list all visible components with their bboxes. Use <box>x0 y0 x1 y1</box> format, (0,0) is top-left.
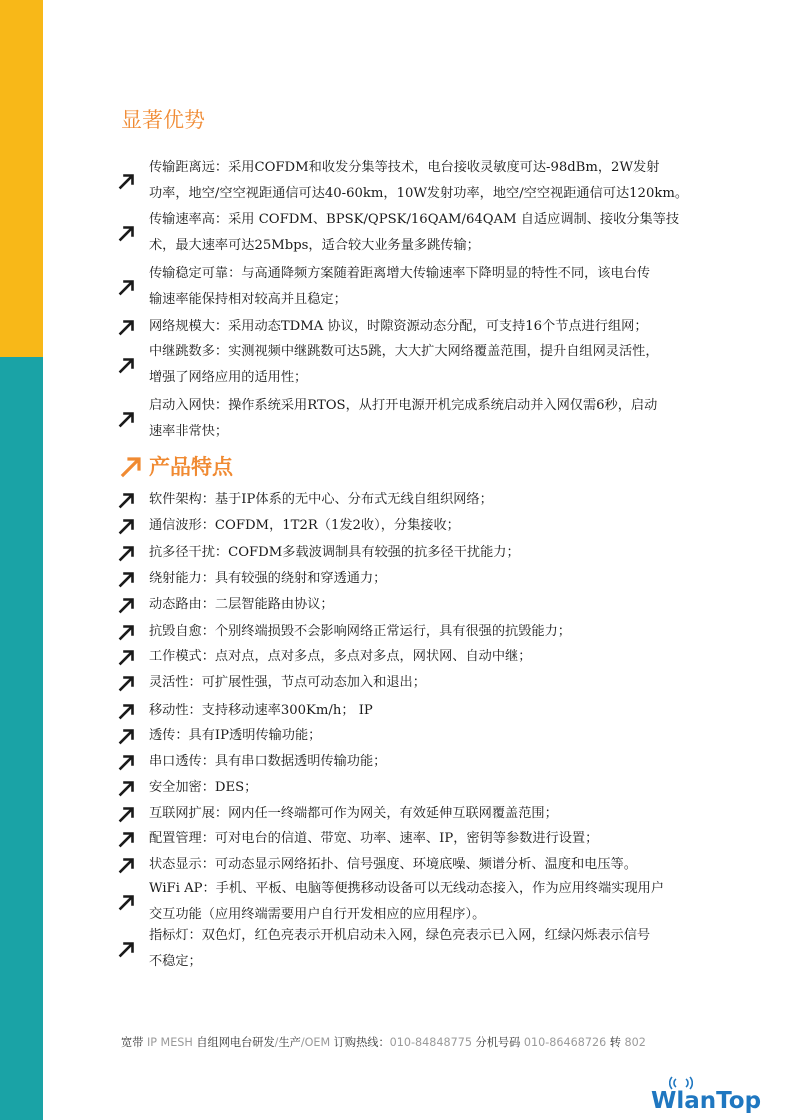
footer-text-part: 宽带 <box>121 1036 147 1049</box>
bullet-arrow-icon <box>118 830 136 848</box>
list-item-text-line: 中继跳数多：实测视频中继跳数可达5跳，大大扩大网络覆盖范围，提升自组网灵活性， <box>149 344 659 359</box>
logo-text: WlanTop <box>651 1088 762 1114</box>
feature-list-item <box>118 876 693 928</box>
list-item-text-line: 透传：具有IP透明传输功能； <box>149 728 322 743</box>
list-item-text-line: 交互功能（应用终端需要用户自行开发相应的应用程序）。 <box>149 907 486 922</box>
bullet-arrow-icon <box>118 172 136 190</box>
list-item-text-line: 速率非常快； <box>149 424 229 439</box>
list-item-text-line: 绕射能力：具有较强的绕射和穿透通力； <box>149 571 387 586</box>
list-item-text-line: 指标灯：双色灯，红色亮表示开机启动未入网，绿色亮表示已入网，红绿闪烁表示信号 <box>149 928 651 943</box>
list-item-text-line: 串口透传：具有串口数据透明传输功能； <box>149 754 387 769</box>
list-item-text-line: 移动性：支持移动速率300Km/h； IP <box>149 703 373 718</box>
bullet-arrow-icon <box>118 893 136 911</box>
section-arrow-icon <box>119 454 143 478</box>
footer-text-part: IP MESH <box>146 1036 197 1049</box>
section-title-features-text: 产品特点 <box>149 454 233 479</box>
footer-text-part: 生产 <box>278 1036 301 1049</box>
list-item-text-line: 安全加密：DES； <box>149 780 258 795</box>
footer-text-part: 802 <box>624 1036 646 1049</box>
list-item-text-line: 灵活性：可扩展性强，节点可动态加入和退出； <box>149 675 426 690</box>
left-accent-bar-teal <box>0 357 43 1120</box>
bullet-arrow-icon <box>118 410 136 428</box>
feature-list-item <box>118 723 693 749</box>
list-item-text-line: 互联网扩展：网内任一终端都可作为网关，有效延伸互联网覆盖范围； <box>149 806 558 821</box>
advantage-list-item <box>118 314 693 340</box>
advantage-list-item <box>118 207 693 259</box>
feature-list-item <box>118 801 693 827</box>
wlantop-logo <box>651 1076 762 1118</box>
list-item-text-line: 功率，地空/空空视距通信可达40-60km，10W发射功率，地空/空空视距通信可达120km。 <box>149 186 689 201</box>
advantage-list-item <box>118 393 693 445</box>
bullet-arrow-icon <box>118 356 136 374</box>
bullet-arrow-icon <box>118 544 136 562</box>
footer-text-part: / <box>274 1036 279 1049</box>
list-item-text-line: 通信波形：COFDM，1T2R（1发2收），分集接收； <box>149 518 460 533</box>
advantage-list-item <box>118 261 693 313</box>
footer-text-part: 010-86468726 <box>523 1036 610 1049</box>
feature-list-item <box>118 644 693 670</box>
list-item-text-line: 抗多径干扰：COFDM多载波调制具有较强的抗多径干扰能力； <box>149 545 520 560</box>
bullet-arrow-icon <box>118 702 136 720</box>
list-item-text-line: 传输速率高：采用 COFDM、BPSK/QPSK/16QAM/64QAM 自适应调制、接收分集等技 <box>149 212 680 227</box>
footer-text-part: 订购热线： <box>333 1036 390 1049</box>
bullet-arrow-icon <box>118 779 136 797</box>
list-item-text-line: 增强了网络应用的适用性； <box>149 370 308 385</box>
feature-list-item <box>118 670 693 696</box>
list-item-text-line: 动态路由：二层智能路由协议； <box>149 597 334 612</box>
feature-list-item <box>118 540 693 566</box>
section-title-features <box>119 451 233 481</box>
list-item-text-line: 软件架构：基于IP体系的无中心、分布式无线自组织网络； <box>149 492 493 507</box>
left-accent-bar-orange <box>0 0 43 357</box>
list-item-text-line: 状态显示：可动态显示网络拓扑、信号强度、环境底噪、频谱分析、温度和电压等。 <box>149 857 637 872</box>
bullet-arrow-icon <box>118 940 136 958</box>
list-item-text-line: 启动入网快：操作系统采用RTOS，从打开电源开机完成系统启动并入网仅需6秒，启动 <box>149 398 658 413</box>
footer-text-part: 自组网电台研发 <box>196 1036 275 1049</box>
section-title-advantages: 显著优势 <box>121 108 205 132</box>
bullet-arrow-icon <box>118 727 136 745</box>
footer-text-part: /OEM <box>300 1036 334 1049</box>
footer-text-part: 分机号码 <box>475 1036 524 1049</box>
advantage-list-item <box>118 155 693 207</box>
bullet-arrow-icon <box>118 224 136 242</box>
feature-list-item <box>118 749 693 775</box>
bullet-arrow-icon <box>118 623 136 641</box>
bullet-arrow-icon <box>118 517 136 535</box>
list-item-text-line: 传输距离远：采用COFDM和收发分集等技术，电台接收灵敏度可达-98dBm，2W发射 <box>149 160 660 175</box>
feature-list-item <box>118 592 693 618</box>
bullet-arrow-icon <box>118 318 136 336</box>
feature-list-item <box>118 487 693 513</box>
list-item-text-line: 不稳定； <box>149 954 202 969</box>
feature-list-item <box>118 923 693 975</box>
list-item-text-line: 网络规模大：采用动态TDMA 协议，时隙资源动态分配，可支持16个节点进行组网； <box>149 319 648 334</box>
bullet-arrow-icon <box>118 674 136 692</box>
list-item-text-line: 抗毁自愈：个别终端损毁不会影响网络正常运行，具有很强的抗毁能力； <box>149 624 571 639</box>
bullet-arrow-icon <box>118 648 136 666</box>
list-item-text-line: 传输稳定可靠：与高通降频方案随着距离增大传输速率下降明显的特性不同，该电台传 <box>149 266 651 281</box>
feature-list-item <box>118 566 693 592</box>
footer-text-part: 转 <box>609 1036 625 1049</box>
list-item-text-line: 术，最大速率可达25Mbps，适合较大业务量多跳传输； <box>149 238 480 253</box>
feature-list-item <box>118 775 693 801</box>
feature-list-item <box>118 826 693 852</box>
footer-text-part: 010-84848775 <box>389 1036 476 1049</box>
list-item-text-line: 配置管理：可对电台的信道、带宽、功率、速率、IP，密钥等参数进行设置； <box>149 831 599 846</box>
bullet-arrow-icon <box>118 570 136 588</box>
bullet-arrow-icon <box>118 491 136 509</box>
list-item-text-line: 工作模式：点对点，点对多点，多点对多点，网状网、自动中继； <box>149 649 532 664</box>
footer-contact <box>121 1034 646 1050</box>
bullet-arrow-icon <box>118 753 136 771</box>
bullet-arrow-icon <box>118 805 136 823</box>
feature-list-item <box>118 698 693 724</box>
feature-list-item <box>118 619 693 645</box>
bullet-arrow-icon <box>118 278 136 296</box>
list-item-text-line: 输速率能保持相对较高并且稳定； <box>149 292 347 307</box>
feature-list-item <box>118 852 693 878</box>
bullet-arrow-icon <box>118 856 136 874</box>
feature-list-item <box>118 513 693 539</box>
advantage-list-item <box>118 339 693 391</box>
bullet-arrow-icon <box>118 596 136 614</box>
list-item-text-line: WiFi AP：手机、平板、电脑等便携移动设备可以无线动态接入，作为应用终端实现用户 <box>149 881 665 896</box>
